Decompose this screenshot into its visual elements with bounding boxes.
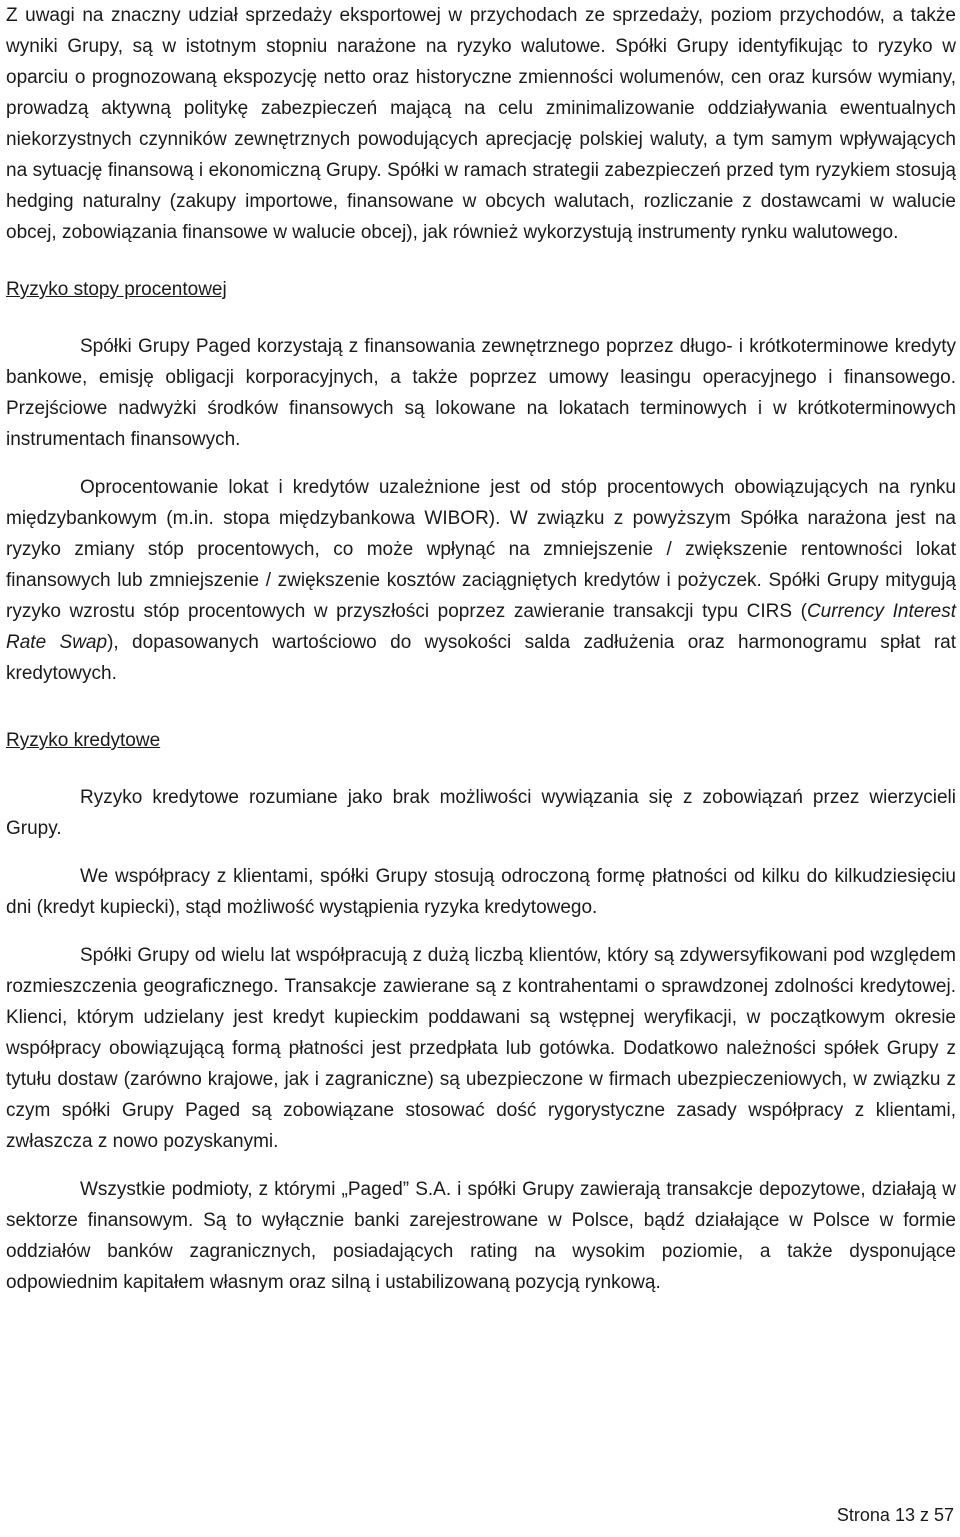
paragraph-interest-rates-italic: Currency Interest Rate Swap — [6, 601, 956, 653]
page-current: 13 — [894, 1505, 915, 1525]
paragraph-interest-rates-part1: Oprocentowanie lokat i kredytów uzależnione jest od stóp procentowych obowiązujących na rynku międzybankowym (m.in. stopa międzybankowa WIBOR). W związku z powyższym Spółka narażona jest na ryzyko zmiany stóp procentowych, co może wpłynąć na zmniejszenie / zwiększenie rentowności lokat finansowych lub zmniejszenie / zwiększenie kosztów zaciągniętych kredytów i pożyczek. Spółki Grupy mitygują ryzyko wzrostu stóp procentowych w przyszłości poprzez zawieranie transakcji typu CIRS ( — [6, 477, 956, 622]
paragraph-deferred-payment: We współpracy z klientami, spółki Grupy stosują odroczoną formę płatności od kilku do kilkudziesięciu dni (kredyt kupiecki), stąd możliwość wystąpienia ryzyka kredytowego. — [6, 866, 956, 918]
page-total: 57 — [933, 1505, 954, 1525]
paragraph-client-cooperation: Spółki Grupy od wielu lat współpracują z dużą liczbą klientów, który są zdywersyfikowani pod względem rozmieszczenia geograficznego. Transakcje zawierane są z kontrahentami o sprawdzonej zdolności kredytowej. Klienci, którym udzielany jest kredyt kupieckim poddawani są wstępnej weryfikacji, w początkowym okresie współpracy obowiązującą formą płatności jest przedpłata lub gotówka. Dodatkowo należności spółek Grupy z tytułu dostaw (zarówno krajowe, jak i zagraniczne) są ubezpieczone w firmach ubezpieczeniowych, w związku z czym spółki Grupy Paged są zobowiązane stosować dość rygorystyczne zasady współpracy z klientami, zwłaszcza z nowo pozyskanymi. — [6, 945, 956, 1152]
document-body — [6, 0, 956, 1298]
paragraph-interest-rates-part2: ), dopasowanych wartościowo do wysokości salda zadłużenia oraz harmonogramu spłat rat kredytowych. — [6, 632, 956, 684]
heading-credit-risk: Ryzyko kredytowe — [6, 730, 161, 751]
page-number-footer — [837, 1502, 954, 1528]
page-label: Strona — [836, 1505, 890, 1525]
paragraph-external-financing: Spółki Grupy Paged korzystają z finansowania zewnętrznego poprzez długo- i krótkoterminowe kredyty bankowe, emisję obligacji korporacyjnych, a także poprzez umowy leasingu operacyjnego i finansowego. Przejściowe nadwyżki środków finansowych są lokowane na lokatach terminowych i w krótkoterminowych instrumentach finansowych. — [6, 336, 956, 450]
page-separator: z — [919, 1505, 929, 1525]
heading-interest-rate-risk: Ryzyko stopy procentowej — [6, 279, 227, 300]
paragraph-credit-risk-definition: Ryzyko kredytowe rozumiane jako brak możliwości wywiązania się z zobowiązań przez wierzycieli Grupy. — [6, 787, 956, 839]
paragraph-interest-rates — [6, 472, 956, 689]
paragraph-currency-risk: Z uwagi na znaczny udział sprzedaży eksportowej w przychodach ze sprzedaży, poziom przychodów, a także wyniki Grupy, są w istotnym stopniu narażone na ryzyko walutowe. Spółki Grupy identyfikując to ryzyko w oparciu o prognozowaną ekspozycję netto oraz historyczne zmienności wolumenów, cen oraz kursów wymiany, prowadzą aktywną politykę zabezpieczeń mającą na celu zminimalizowanie oddziaływania ewentualnych niekorzystnych czynników zewnętrznych powodujących aprecjację polskiej waluty, a tym samym wpływających na sytuację finansową i ekonomiczną Grupy. Spółki w ramach strategii zabezpieczeń przed tym ryzykiem stosują hedging naturalny (zakupy importowe, finansowane w obcych walutach, rozliczanie z dostawcami w walucie obcej, zobowiązania finansowe w walucie obcej), jak również wykorzystują instrumenty rynku walutowego. — [6, 5, 956, 243]
paragraph-deposit-entities: Wszystkie podmioty, z którymi „Paged” S.A. i spółki Grupy zawierają transakcje depozytowe, działają w sektorze finansowym. Są to wyłącznie banki zarejestrowane w Polsce, bądź działające w Polsce w formie oddziałów banków zagranicznych, posiadających rating na wysokim poziomie, a także dysponujące odpowiednim kapitałem własnym oraz silną i ustabilizowaną pozycją rynkową. — [6, 1179, 956, 1293]
